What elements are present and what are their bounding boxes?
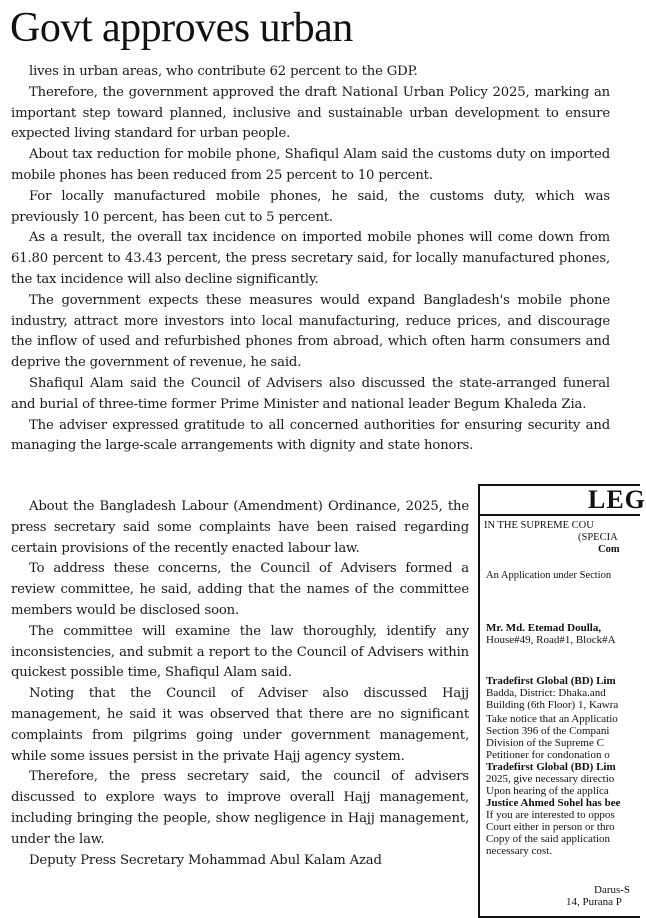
paragraph: Therefore, the government approved the draft National Urban Policy 2025, marking an important step toward planned, inclusive and sustainable urban development to ensure expected living standard for urban people.	[11, 84, 610, 142]
legal-line: Badda, District: Dhaka.and	[486, 687, 606, 699]
legal-line: Justice Ahmed Sohel has bee	[486, 797, 621, 809]
legal-line: IN THE SUPREME COU	[484, 520, 594, 531]
legal-line: Court either in person or thro	[486, 821, 615, 833]
legal-line: Darus-S	[594, 884, 631, 896]
legal-line: An Application under Section	[486, 570, 612, 581]
legal-line: Petitioner for condonation o	[486, 749, 610, 761]
paragraph: Therefore, the press secretary said, the council of advisers discussed to explore ways to improve overall Hajj management, including bringing the people, show negligence in Hajj management, under the law.	[11, 769, 469, 847]
paragraph: lives in urban areas, who contribute 62 percent to the GDP.	[29, 64, 418, 79]
legal-line: 14, Purana P	[566, 896, 622, 908]
paragraph: For locally manufactured mobile phones, he said, the customs duty, which was previously 10 percent, has been cut to 5 percent.	[11, 188, 610, 225]
article-column-narrow	[11, 497, 469, 871]
legal-notice-banner: LEG	[480, 486, 640, 516]
legal-line: If you are interested to oppos	[486, 809, 615, 821]
legal-line: Tradefirst Global (BD) Lim	[486, 761, 616, 773]
legal-line: Mr. Md. Etemad Doulla,	[486, 622, 602, 634]
legal-line: necessary cost.	[486, 845, 552, 857]
paragraph: Noting that the Council of Adviser also discussed Hajj management, he said it was observed that there are no significant complaints from pilgrims going under government management, while some issues persist in the private Hajj agency system.	[11, 686, 469, 764]
legal-line: Take notice that an Applicatio	[486, 713, 618, 725]
legal-line: House#49, Road#1, Block#A	[486, 634, 616, 646]
paragraph: The committee will examine the law thoroughly, identify any inconsistencies, and submit a report to the Council of Advisers within quickest possible time, Shafiqul Alam said.	[11, 623, 469, 681]
paragraph: To address these concerns, the Council of Advisers formed a review committee, he said, adding that the names of the committee members would be disclosed soon.	[11, 561, 469, 618]
paragraph: The adviser expressed gratitude to all concerned authorities for ensuring security and managing the large-scale arrangements with dignity and state honors.	[11, 417, 610, 454]
paragraph: About the Bangladesh Labour (Amendment) Ordinance, 2025, the press secretary said some complaints have been raised regarding certain provisions of the recently enacted labour law.	[11, 499, 469, 556]
paragraph: About tax reduction for mobile phone, Shafiqul Alam said the customs duty on imported mobile phones has been reduced from 25 percent to 10 percent.	[11, 147, 610, 183]
paragraph: The government expects these measures would expand Bangladesh's mobile phone industry, attract more investors into local manufacturing, reduce prices, and discourage the inflow of used and refurbished phones from abroad, which often harm consumers and deprive the government of revenue, he said.	[11, 292, 610, 371]
legal-line: Com	[598, 544, 620, 555]
legal-line: (SPECIA	[578, 532, 618, 543]
legal-line: Division of the Supreme C	[486, 737, 604, 749]
legal-line: Section 396 of the Compani	[486, 725, 610, 737]
legal-notice-ad	[478, 484, 646, 918]
legal-line: Tradefirst Global (BD) Lim	[486, 675, 616, 687]
legal-line: Upon hearing of the applica	[486, 785, 609, 797]
headline: Govt approves urban	[10, 5, 353, 51]
legal-line: 2025, give necessary directio	[486, 773, 615, 785]
legal-line: Copy of the said application	[486, 833, 611, 845]
legal-line: Building (6th Floor) 1, Kawra	[486, 699, 619, 711]
article-column-wide	[11, 62, 610, 457]
paragraph: Deputy Press Secretary Mohammad Abul Kalam Azad	[29, 852, 382, 868]
paragraph: As a result, the overall tax incidence on imported mobile phones will come down from 61.80 percent to 43.43 percent, the press secretary said, for locally manufactured phones, the tax incidence will also decline significantly.	[11, 230, 610, 287]
paragraph: Shafiqul Alam said the Council of Advisers also discussed the state-arranged funeral and burial of three-time former Prime Minister and national leader Begum Khaleda Zia.	[11, 375, 610, 412]
